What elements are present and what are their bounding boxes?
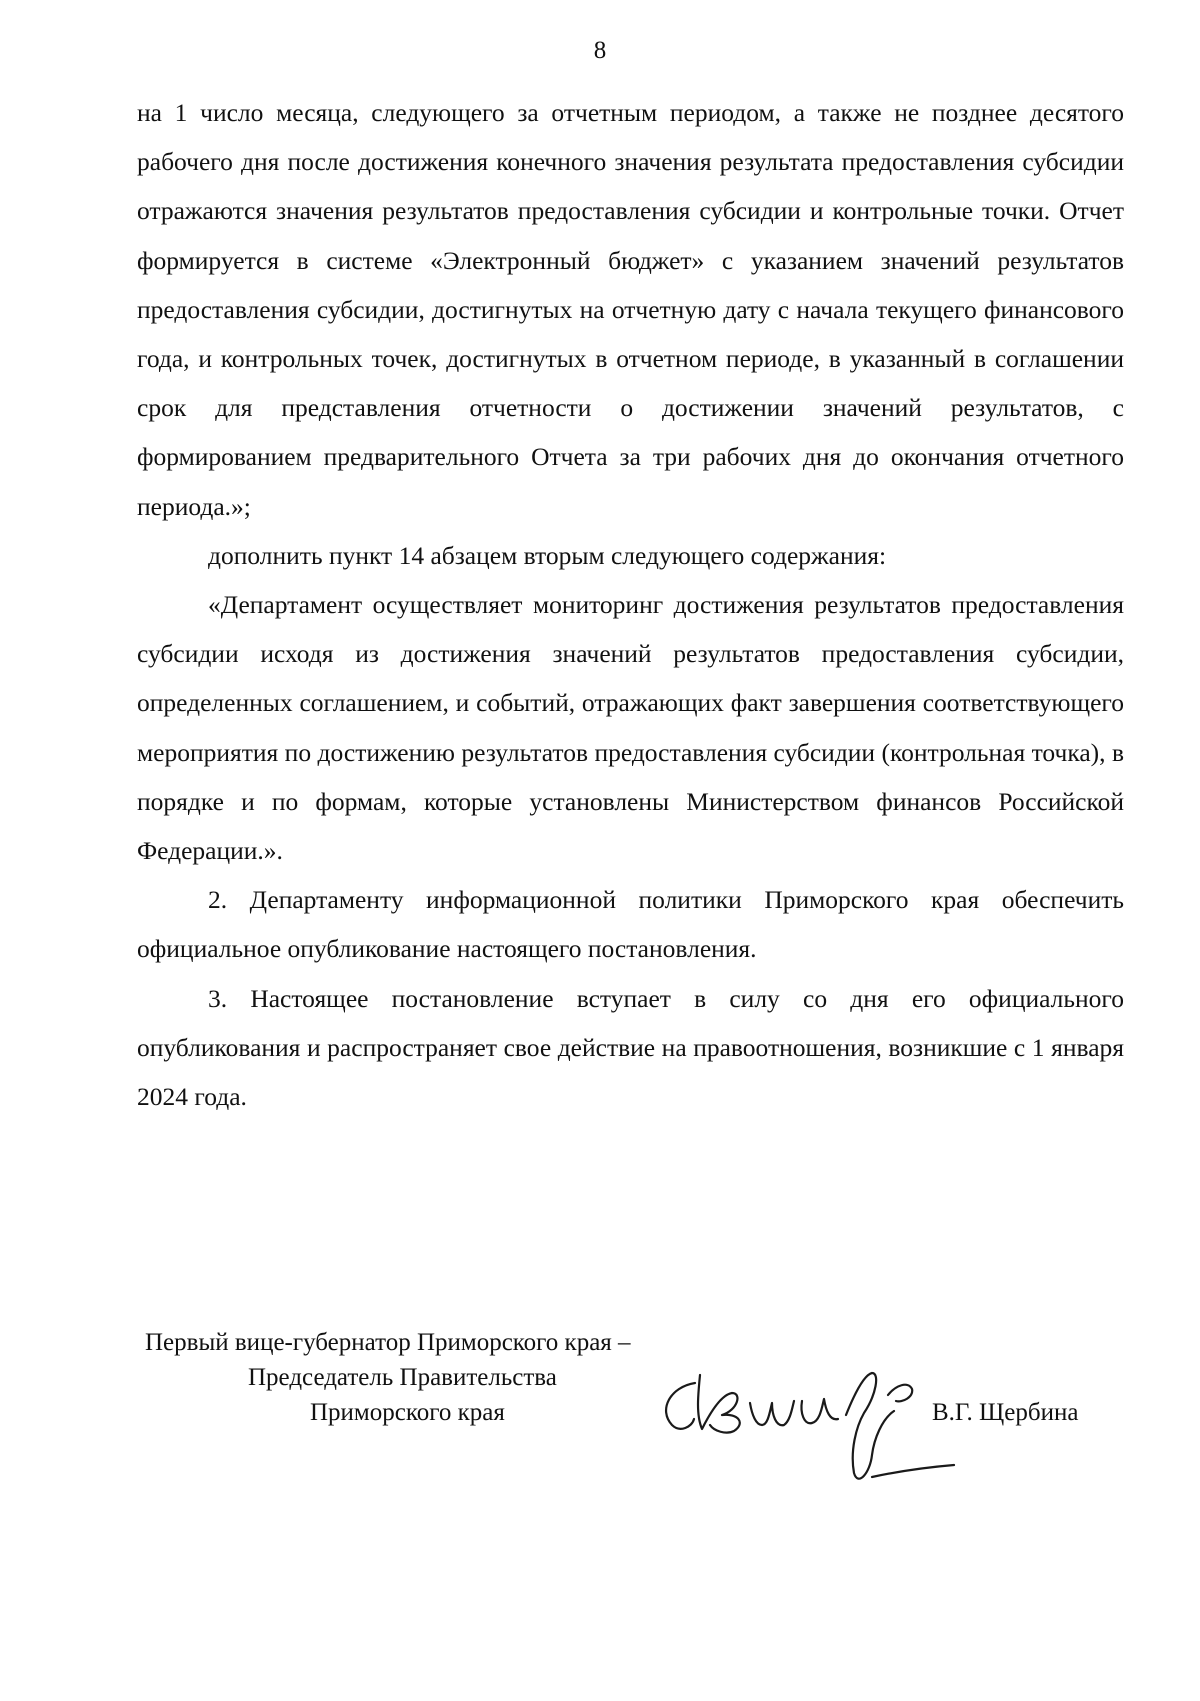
paragraph-amend-point-14: дополнить пункт 14 абзацем вторым следующего содержания: bbox=[208, 540, 887, 570]
signatory-position-line2: Председатель Правительства bbox=[248, 1364, 557, 1391]
handwritten-signature bbox=[650, 1355, 970, 1495]
signatory-position-line1: Первый вице-губернатор Приморского края – bbox=[145, 1329, 631, 1356]
paragraph-entry-into-force: 3. Настоящее постановление вступает в силу со дня его официального опубликования и распространяет свое действие на правоотношения, возникшие с 1 января 2024 года. bbox=[137, 983, 1124, 1112]
paragraph-report-content: на 1 число месяца, следующего за отчетным периодом, а также не позднее десятого рабочего дня после достижения конечного значения результата предоставления субсидии отражаются значения результатов предоставления субсидии и контрольные точки. Отчет формируется в системе «Электронный бюджет» с указанием значений результатов предоставления субсидии, достигнутых на отчетную дату с начала текущего финансового года, и контрольных точек, достигнутых в отчетном периоде, в указанный в соглашении срок для представления отчетности о достижении значений результатов, с формированием предварительного Отчета за три рабочих дня до окончания отчетного периода.»; bbox=[137, 98, 1124, 521]
page-number: 8 bbox=[593, 37, 607, 64]
signatory-name: В.Г. Щербина bbox=[932, 1399, 1079, 1426]
paragraph-publication: 2. Департаменту информационной политики Приморского края обеспечить официальное опубликование настоящего постановления. bbox=[137, 885, 1124, 964]
paragraph-monitoring: «Департамент осуществляет мониторинг достижения результатов предоставления субсидии исходя из достижения значений результатов предоставления субсидии, определенных соглашением, и событий, отражающих факт завершения соответствующего мероприятия по достижению результатов предоставления субсидии (контрольная точка), в порядке и по формам, которые установлены Министерством финансов Российской Федерации.». bbox=[137, 590, 1124, 866]
signatory-position-line3: Приморского края bbox=[310, 1399, 505, 1426]
